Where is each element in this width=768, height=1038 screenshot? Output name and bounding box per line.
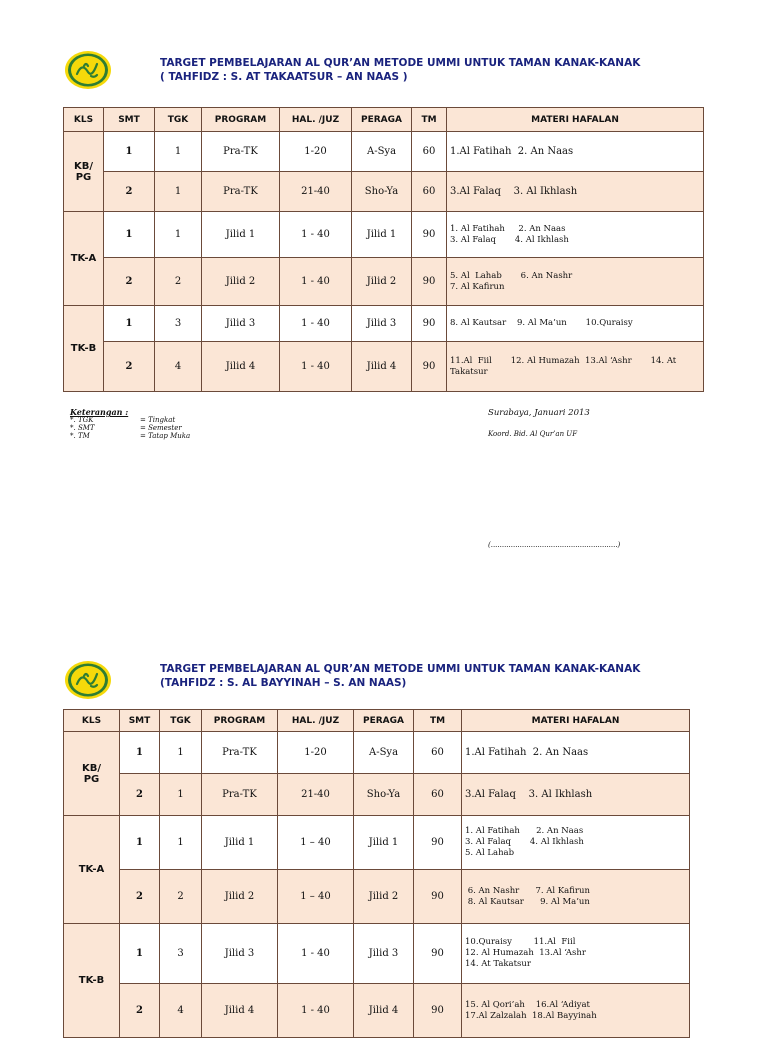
header-tgk: TGK: [160, 710, 202, 732]
materi-cell: 1.Al Fatihah 2. An Naas: [462, 732, 690, 774]
kls-cell: KB/ PG: [64, 132, 104, 212]
kls-cell: TK-A: [64, 816, 120, 924]
kls-cell: KB/ PG: [64, 732, 120, 816]
smt-cell: 1: [104, 306, 155, 342]
hal-cell: 21-40: [278, 774, 354, 816]
tm-cell: 90: [412, 342, 447, 392]
program-cell: Pra-TK: [202, 774, 278, 816]
section-2: [0, 640, 768, 1024]
hal-cell: 1 - 40: [280, 342, 352, 392]
keterangan-label: Keterangan :: [70, 407, 129, 417]
tm-cell: 90: [412, 212, 447, 258]
hal-cell: 1 - 40: [280, 258, 352, 306]
hal-cell: 21-40: [280, 172, 352, 212]
materi-cell: 1. Al Fatihah 2. An Naas 3. Al Falaq 4. Al Ikhlash: [447, 212, 704, 258]
table-row: [64, 984, 690, 1038]
tgk-cell: 4: [160, 984, 202, 1038]
tm-cell: 60: [412, 132, 447, 172]
header-materi: MATERI HAFALAN: [447, 108, 704, 132]
peraga-cell: Sho-Ya: [354, 774, 414, 816]
table-row: [64, 306, 704, 342]
tgk-cell: 1: [155, 172, 202, 212]
tgk-cell: 1: [155, 212, 202, 258]
peraga-cell: Jilid 4: [352, 342, 412, 392]
materi-cell: 15. Al Qori’ah 16.Al ‘Adiyat 17.Al Zalzalah 18.Al Bayyinah: [462, 984, 690, 1038]
table-row: [64, 870, 690, 924]
header-peraga: PERAGA: [352, 108, 412, 132]
tm-cell: 60: [414, 732, 462, 774]
tm-cell: 60: [412, 172, 447, 212]
tm-cell: 90: [414, 816, 462, 870]
hal-cell: 1 - 40: [278, 984, 354, 1038]
smt-cell: 2: [120, 984, 160, 1038]
tgk-cell: 1: [160, 774, 202, 816]
header-tm: TM: [412, 108, 447, 132]
title-line-1: TARGET PEMBELAJARAN AL QUR’AN METODE UMMI UNTUK TAMAN KANAK-KANAK: [160, 57, 641, 69]
hal-cell: 1-20: [278, 732, 354, 774]
ummi-logo-icon: [64, 660, 112, 700]
page-title: [160, 662, 640, 690]
materi-cell: 10.Quraisy 11.Al Fiil 12. Al Humazah 13.Al ‘Ashr 14. At Takatsur: [462, 924, 690, 984]
program-cell: Jilid 3: [202, 924, 278, 984]
hal-cell: 1 - 40: [280, 212, 352, 258]
program-cell: Jilid 3: [202, 306, 280, 342]
program-cell: Jilid 1: [202, 816, 278, 870]
smt-cell: 1: [104, 132, 155, 172]
tgk-cell: 2: [160, 870, 202, 924]
header-kls: KLS: [64, 710, 120, 732]
table-header-row: [64, 108, 704, 132]
header-smt: SMT: [120, 710, 160, 732]
kls-cell: TK-A: [64, 212, 104, 306]
table-row: [64, 774, 690, 816]
tgk-cell: 1: [160, 816, 202, 870]
note-item: *. TGK = Tingkat: [70, 416, 176, 424]
peraga-cell: Jilid 3: [354, 924, 414, 984]
peraga-cell: A-Sya: [354, 732, 414, 774]
peraga-cell: Jilid 4: [354, 984, 414, 1038]
header-materi: MATERI HAFALAN: [462, 710, 690, 732]
program-cell: Jilid 2: [202, 258, 280, 306]
page-title: [160, 56, 640, 84]
materi-cell: 1.Al Fatihah 2. An Naas: [447, 132, 704, 172]
place-date: Surabaya, Januari 2013: [488, 408, 590, 418]
smt-cell: 2: [120, 870, 160, 924]
tm-cell: 90: [412, 258, 447, 306]
tgk-cell: 3: [160, 924, 202, 984]
peraga-cell: Jilid 1: [354, 816, 414, 870]
keterangan-notes: [70, 408, 190, 440]
program-cell: Jilid 4: [202, 984, 278, 1038]
header-program: PROGRAM: [202, 108, 280, 132]
table-header-row: [64, 710, 690, 732]
hal-cell: 1 – 40: [278, 870, 354, 924]
tgk-cell: 1: [160, 732, 202, 774]
program-cell: Pra-TK: [202, 732, 278, 774]
title-line-2: ( TAHFIDZ : S. AT TAKAATSUR – AN NAAS ): [160, 71, 408, 83]
materi-cell: 3.Al Falaq 3. Al Ikhlash: [462, 774, 690, 816]
smt-cell: 2: [104, 258, 155, 306]
tm-cell: 90: [414, 870, 462, 924]
header-tgk: TGK: [155, 108, 202, 132]
smt-cell: 1: [120, 924, 160, 984]
program-cell: Jilid 1: [202, 212, 280, 258]
table-row: [64, 132, 704, 172]
koordinator-label: Koord. Bid. Al Qur’an UF: [488, 430, 578, 438]
tgk-cell: 2: [155, 258, 202, 306]
tgk-cell: 1: [155, 132, 202, 172]
ummi-logo-icon: [64, 50, 112, 90]
tm-cell: 60: [414, 774, 462, 816]
hal-cell: 1 – 40: [278, 816, 354, 870]
peraga-cell: Jilid 2: [354, 870, 414, 924]
table-row: [64, 258, 704, 306]
materi-cell: 3.Al Falaq 3. Al Ikhlash: [447, 172, 704, 212]
materi-cell: 5. Al Lahab 6. An Nashr 7. Al Kafirun: [447, 258, 704, 306]
program-cell: Pra-TK: [202, 132, 280, 172]
kls-cell: TK-B: [64, 306, 104, 392]
tgk-cell: 3: [155, 306, 202, 342]
table-row: [64, 732, 690, 774]
title-line-1: TARGET PEMBELAJARAN AL QUR’AN METODE UMMI UNTUK TAMAN KANAK-KANAK: [160, 663, 641, 675]
smt-cell: 2: [120, 774, 160, 816]
hal-cell: 1-20: [280, 132, 352, 172]
header-smt: SMT: [104, 108, 155, 132]
hal-cell: 1 - 40: [278, 924, 354, 984]
smt-cell: 2: [104, 342, 155, 392]
target-table: [63, 709, 690, 1038]
header-program: PROGRAM: [202, 710, 278, 732]
materi-cell: 1. Al Fatihah 2. An Naas 3. Al Falaq 4. Al Ikhlash 5. Al Lahab: [462, 816, 690, 870]
materi-cell: 8. Al Kautsar 9. Al Ma’un 10.Quraisy: [447, 306, 704, 342]
tm-cell: 90: [414, 924, 462, 984]
peraga-cell: Sho-Ya: [352, 172, 412, 212]
tm-cell: 90: [412, 306, 447, 342]
note-item: *. SMT = Semester: [70, 424, 182, 432]
header-hal-juz: HAL. /JUZ: [280, 108, 352, 132]
program-cell: Jilid 2: [202, 870, 278, 924]
note-item: *. TM = Tatap Muka: [70, 432, 191, 440]
smt-cell: 2: [104, 172, 155, 212]
signature-line: (.........................................................): [488, 541, 621, 549]
smt-cell: 1: [120, 816, 160, 870]
table-row: [64, 172, 704, 212]
header-tm: TM: [414, 710, 462, 732]
smt-cell: 1: [120, 732, 160, 774]
peraga-cell: Jilid 2: [352, 258, 412, 306]
materi-cell: 11.Al Fiil 12. Al Humazah 13.Al ‘Ashr 14. At Takatsur: [447, 342, 704, 392]
table-row: [64, 924, 690, 984]
header-peraga: PERAGA: [354, 710, 414, 732]
header-hal-juz: HAL. /JUZ: [278, 710, 354, 732]
peraga-cell: Jilid 1: [352, 212, 412, 258]
table-row: [64, 816, 690, 870]
smt-cell: 1: [104, 212, 155, 258]
title-line-2: (TAHFIDZ : S. AL BAYYINAH – S. AN NAAS): [160, 677, 407, 689]
table-row: [64, 212, 704, 258]
header-kls: KLS: [64, 108, 104, 132]
tm-cell: 90: [414, 984, 462, 1038]
peraga-cell: A-Sya: [352, 132, 412, 172]
target-table: [63, 107, 704, 392]
program-cell: Pra-TK: [202, 172, 280, 212]
hal-cell: 1 - 40: [280, 306, 352, 342]
materi-cell: 6. An Nashr 7. Al Kafirun 8. Al Kautsar 9. Al Ma’un: [462, 870, 690, 924]
kls-cell: TK-B: [64, 924, 120, 1038]
program-cell: Jilid 4: [202, 342, 280, 392]
peraga-cell: Jilid 3: [352, 306, 412, 342]
tgk-cell: 4: [155, 342, 202, 392]
table-row: [64, 342, 704, 392]
